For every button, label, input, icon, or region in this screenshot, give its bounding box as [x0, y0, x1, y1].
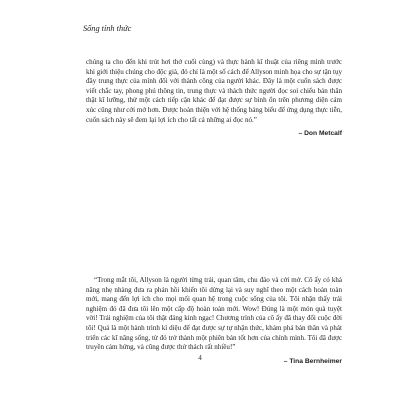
testimonial-author: – Tina Bernheimer — [283, 357, 342, 365]
testimonial-text: chúng ta cho đến khi trút hơi thở cuối cùng) và thực hành kĩ thuật của riêng mình trước khi giới thiệu chúng cho độc giả, đó chỉ là một số cách để Allyson minh họa cho sự tận tụy đầy trung thực của mình đối với thành công của người khác. Đây là một cuốn sách được viết chắc tay, phong phú thông tin, trung thực và thách thức người đọc soi chiếu bản thân thật kĩ lưỡng, thử một cách tiếp cận khác để đạt được sự bình ổn trên phương diện cảm xúc cũng như cởi mở hơn. Được hoàn thiện với hệ thống bảng biểu để ứng dụng thực tiễn, cuốn sách này sẽ đem lại lợi ích cho tất cả những ai đọc nó.” — [86, 58, 342, 124]
testimonial-author: – Don Metcalf — [298, 130, 342, 138]
page-number: 4 — [198, 353, 202, 362]
testimonial-quote — [86, 58, 342, 139]
running-head: Sống tỉnh thức — [83, 24, 132, 33]
testimonial-text: “Trong mắt tôi, Allyson là người từng trải, quan tâm, chu đáo và cởi mở. Cô ấy có khả năng nhẹ nhàng đưa ra phản hồi khiến tôi dừng lại và suy nghĩ theo một cách hoàn toàn mới, mang đến lợi ích cho mọi mối quan hệ trong cuộc sống của tôi. Tôi nhận thấy trải nghiệm đó đã đưa tôi lên một cấp độ hoàn toàn mới. Wow! Đúng là một món quà tuyệt vời! Trải nghiệm của tôi thật đáng kinh ngạc! Chương trình của cô ấy đã thay đổi cuộc đời tôi! Quả là một hành trình kì diệu để đạt được sự tự nhận thức, khám phá bản thân và phát triển các kĩ năng sống, từ đó trở thành một phiên bản tốt hơn của chính mình. Tôi đã được truyền cảm hứng, và cũng được thử thách rất nhiều!” — [86, 276, 342, 352]
